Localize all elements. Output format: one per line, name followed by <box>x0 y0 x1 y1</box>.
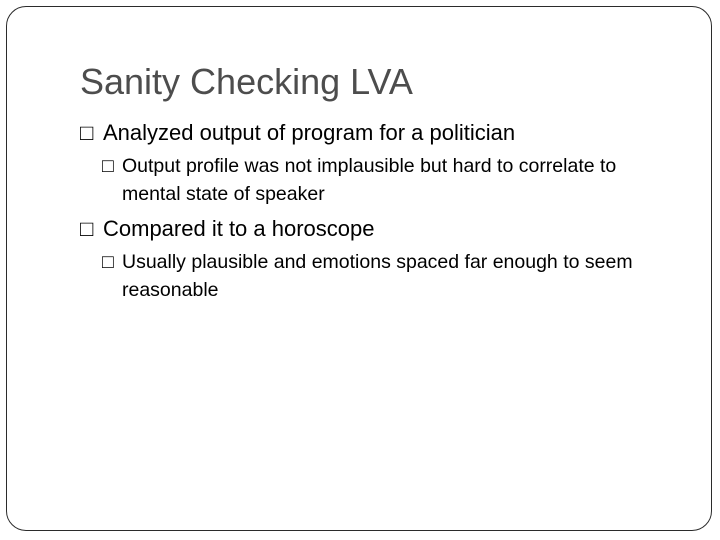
bullet-box-icon: □ <box>102 155 114 177</box>
bullet-analyzed-output <box>80 118 680 148</box>
slide-title: Sanity Checking LVA <box>80 61 413 102</box>
bullet-compared-horoscope <box>80 214 680 244</box>
bullet-text: Compared it to a horoscope <box>103 216 375 241</box>
bullet-box-icon: □ <box>102 251 114 273</box>
sub-bullet-text: Output profile was not implausible but hard to correlate to mental state of speaker <box>122 155 617 205</box>
bullet-text: Analyzed output of program for a politician <box>103 120 516 145</box>
bullet-box-icon: □ <box>80 216 94 241</box>
slide-body <box>80 118 680 310</box>
sub-bullet-text: Usually plausible and emotions spaced far enough to seem reasonable <box>122 251 633 301</box>
bullet-box-icon: □ <box>80 120 94 145</box>
sub-bullet-usually-plausible <box>102 248 680 304</box>
sub-bullet-output-profile <box>102 152 680 208</box>
